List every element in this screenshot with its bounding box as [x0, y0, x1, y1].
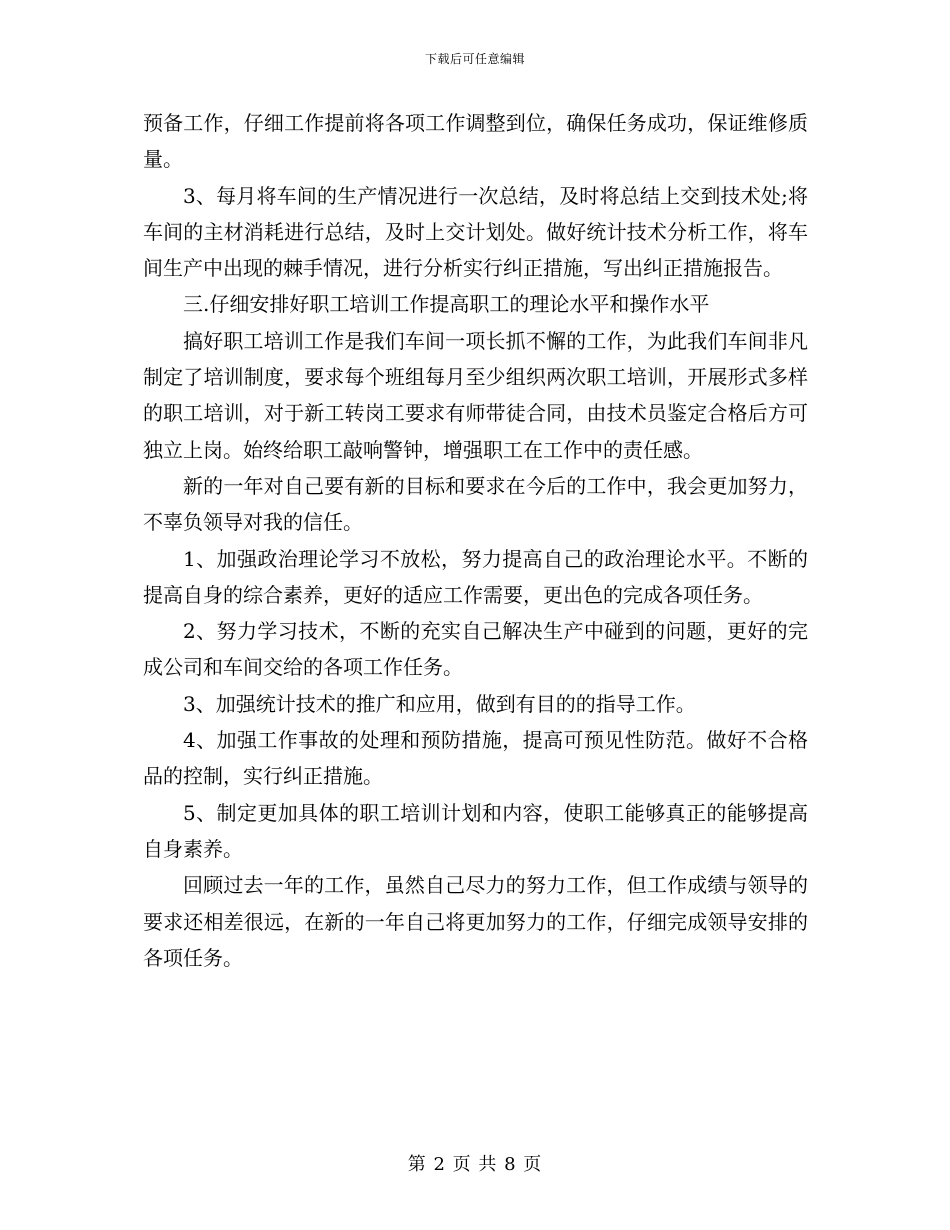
- goal-item-5: 5、制定更加具体的职工培训计划和内容，使职工能够真正的能够提高自身素养。: [143, 800, 808, 861]
- paragraph-review: 回顾过去一年的工作，虽然自己尽力的努力工作，但工作成绩与领导的要求还相差很远，在新的一年自己将更加努力的工作，仔细完成领导安排的各项任务。: [143, 873, 808, 970]
- document-body: [143, 105, 808, 976]
- goal-item-4: 4、加强工作事故的处理和预防措施，提高可预见性防范。做好不合格品的控制，实行纠正措施。: [143, 728, 808, 789]
- page-number-footer: 第 2 页 共 8 页: [407, 1154, 543, 1175]
- goal-item-2: 2、努力学习技术，不断的充实自己解决生产中碰到的问题，更好的完成公司和车间交给的各项工作任务。: [143, 619, 808, 680]
- paragraph-training: 搞好职工培训工作是我们车间一项长抓不懈的工作，为此我们车间非凡制定了培训制度，要求每个班组每月至少组织两次职工培训，开展形式多样的职工培训，对于新工转岗工要求有师带徒合同，由技术员鉴定合格后方可独立上岗。始终给职工敲响警钟，增强职工在工作中的责任感。: [143, 328, 808, 462]
- goal-item-3: 3、加强统计技术的推广和应用，做到有目的的指导工作。: [183, 691, 696, 716]
- section-heading-training: 三.仔细安排好职工培训工作提高职工的理论水平和操作水平: [183, 292, 710, 317]
- paragraph-new-year: 新的一年对自己要有新的目标和要求在今后的工作中，我会更加努力，不辜负领导对我的信任。: [143, 473, 808, 535]
- paragraph-continuation: 预备工作，仔细工作提前将各项工作调整到位，确保任务成功，保证维修质量。: [143, 111, 808, 172]
- paragraph-item-3-summary: 3、每月将车间的生产情况进行一次总结，及时将总结上交到技术处;将车间的主材消耗进行总结，及时上交计划处。做好统计技术分析工作，将车间生产中出现的棘手情况，进行分析实行纠正措施，写出纠正措施报告。: [143, 183, 808, 281]
- goal-item-1: 1、加强政治理论学习不放松，努力提高自己的政治理论水平。不断的提高自身的综合素养，更好的适应工作需要，更出色的完成各项任务。: [143, 546, 808, 607]
- page-header: 下载后可任意编辑: [424, 52, 525, 66]
